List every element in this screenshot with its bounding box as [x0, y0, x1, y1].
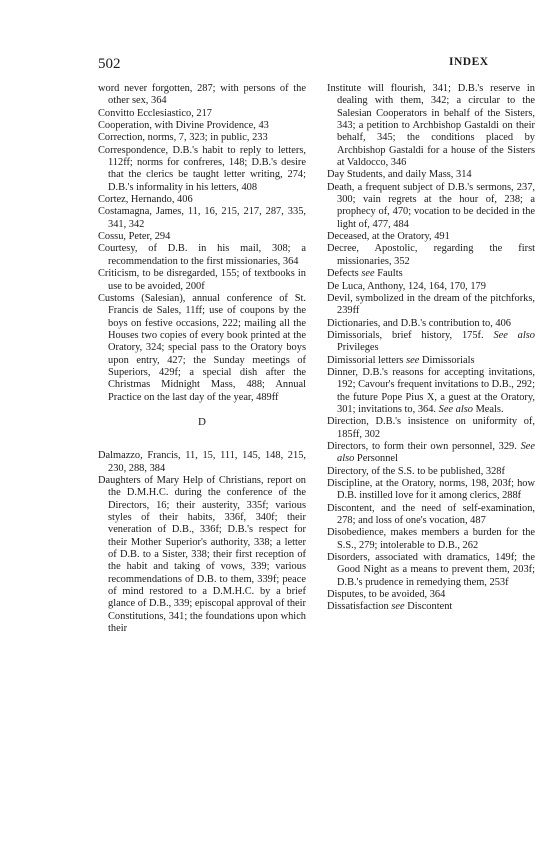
index-entry-text: Correction, norms, 7, 323; in public, 233 [98, 132, 268, 144]
running-head: INDEX [449, 56, 489, 68]
cross-reference-label: see [391, 601, 405, 613]
index-entry-text: Costamagna, James, 11, 16, 215, 217, 287, 335, 341, 342 [98, 206, 306, 230]
index-entry-text: Dinner, D.B.'s reasons for accepting invitations, 192; Cavour's frequent invitations to D.B., 292; the future Pope Pius X, a guest at the Oratory, 301; invitations to, 364. [327, 366, 535, 415]
index-entry-text: Dictionaries, and D.B.'s contribution to, 406 [327, 317, 511, 329]
right-index-column [327, 83, 535, 614]
index-entry [327, 281, 535, 293]
index-entry [327, 441, 535, 466]
index-entry-text: Daughters of Mary Help of Christians, report on the D.M.H.C. during the conference of the Directors, 16; their austerity, 335f; various styles of their habits, 336f, 340f; their veneration of D.B., 336f; D.B.'s respect for their Mother Superior's authority, 338; a letter of D.B. to a Sister, 338; their first reception of the habit and taking of vows, 339; various recommendations of D.B. to them, 339f; peace of mind restored to a D.M.H.C. by a brief glance of D.B., 339; episcopal approval of their Constitutions, 341; the foundations upon which their [98, 474, 306, 635]
index-entry-text: Dalmazzo, Francis, 11, 15, 111, 145, 148, 215, 230, 288, 384 [98, 450, 306, 474]
index-entry [327, 503, 535, 528]
index-entry [327, 268, 535, 280]
index-entry [327, 527, 535, 552]
index-entry-text: Convitto Ecclesiastico, 217 [98, 107, 212, 119]
index-entry [327, 589, 535, 601]
index-entry-text: Discontent, and the need of self-examination, 278; and loss of one's vocation, 487 [327, 502, 535, 527]
index-entry [98, 83, 306, 108]
index-entry-text: word never forgotten, 287; with persons of the other sex, 364 [98, 83, 306, 107]
index-entry-text: Direction, D.B.'s insistence on uniformity of, 185ff, 302 [327, 416, 535, 440]
index-entry [327, 601, 535, 613]
index-entry [327, 355, 535, 367]
index-entry [327, 416, 535, 441]
index-entry-text: Decree, Apostolic, regarding the first missionaries, 352 [327, 243, 535, 267]
index-entry [98, 293, 306, 404]
index-entry [327, 330, 535, 355]
index-entry [327, 83, 535, 169]
index-entry-text: Directors, to form their own personnel, 329. [327, 440, 517, 452]
cross-reference-target: Privileges [337, 342, 379, 354]
index-entry [327, 466, 535, 478]
index-entry-text: Correspondence, D.B.'s habit to reply to letters, 112ff; norms for confreres, 148; D.B.'s desire that the clerics be taught letter writing, 274; D.B.'s informality in his letters, 408 [98, 144, 306, 193]
cross-reference-label: See also [438, 403, 473, 415]
index-entry [327, 318, 535, 330]
index-entry [98, 231, 306, 243]
cross-reference-label: see [406, 354, 420, 366]
index-entry [98, 132, 306, 144]
index-entry-text: Devil, symbolized in the dream of the pitchforks, 239ff [327, 292, 535, 317]
cross-reference-target: Personnel [354, 453, 398, 465]
cross-reference-label: See also [337, 440, 535, 465]
index-entry-text: Dimissorials, brief history, 175f. [327, 329, 484, 341]
index-entry-text: Discipline, at the Oratory, norms, 198, 203f; how D.B. instilled love for it among clerics, 288f [327, 478, 535, 502]
index-entry [98, 194, 306, 206]
index-entry-text: Day Students, and daily Mass, 314 [327, 169, 472, 181]
cross-reference-target: Faults [374, 268, 403, 280]
section-letter-heading: D [198, 415, 206, 428]
index-entry-text: Cooperation, with Divine Providence, 43 [98, 120, 269, 132]
index-entry [327, 478, 535, 503]
index-entry-text: Dimissorial letters [327, 354, 404, 366]
index-entry [98, 475, 306, 635]
index-entry [98, 108, 306, 120]
index-entry-text: Death, a frequent subject of D.B.'s sermons, 237, 300; vain regrets at the hour of, 238; a prophecy of, 470; vocation to be decided in the light of, 477, 484 [327, 181, 535, 230]
index-entry [98, 120, 306, 132]
index-entry-text: Disputes, to be avoided, 364 [327, 589, 446, 601]
index-entry-text: Dissatisfaction [327, 601, 389, 613]
index-entry-text: Cossu, Peter, 294 [98, 231, 171, 243]
cross-reference-label: See also [493, 329, 536, 341]
index-entry-text: Disobedience, makes members a burden for the S.S., 279; intolerable to D.B., 262 [327, 527, 535, 551]
index-entry-text: Courtesy, of D.B. in his mail, 308; a recommendation to the first missionaries, 364 [98, 243, 306, 267]
index-entry-text: Cortez, Hernando, 406 [98, 194, 193, 206]
index-entry [98, 145, 306, 194]
index-entry-text: Directory, of the S.S. to be published, 328f [327, 465, 505, 477]
cross-reference-target: Discontent [404, 601, 453, 613]
index-entry [98, 268, 306, 293]
index-entry-text: Customs (Salesian), annual conference of St. Francis de Sales, 11ff; use of coupons by the boys on festive occasions, 222; mailing all the Houses two copies of every book printed at the Oratory, 324; special pass to the Oratory boys upon entry, 427; the Sunday meetings of Superiors, 429f; a special dish after the Christmas Midnight Mass, 488; Annual Practice on the last day of the year, 489ff [98, 292, 306, 403]
index-entry-text: Criticism, to be disregarded, 155; of textbooks in use to be avoided, 200f [98, 268, 306, 292]
cross-reference-target: Dimissorials [419, 354, 475, 366]
index-entry-text: Disorders, associated with dramatics, 149f; the Good Night as a means to prevent them, 203f; D.B.'s prudence in remedying them, 253f [327, 552, 535, 588]
index-entry [327, 293, 535, 318]
index-entry [327, 182, 535, 231]
index-entry-text: De Luca, Anthony, 124, 164, 170, 179 [327, 280, 486, 292]
index-entry [98, 243, 306, 268]
index-entry [327, 231, 535, 243]
index-entry-text: Deceased, at the Oratory, 491 [327, 231, 450, 243]
index-entry [327, 243, 535, 268]
index-entry-text: Institute will flourish, 341; D.B.'s reserve in dealing with them, 342; a circular to the Salesian Cooperators in behalf of the Sisters, 343; a petition to Archbishop Gastaldi on their behalf, 345; the conditions placed by Archbishop Gastaldi for a house of the Sisters at Valdocco, 346 [327, 83, 535, 169]
index-entry [327, 367, 535, 416]
cross-reference-label: see [361, 268, 375, 280]
index-entry-text: Defects [327, 268, 359, 280]
index-entry [98, 450, 306, 475]
index-entry [327, 169, 535, 181]
index-entry [327, 552, 535, 589]
left-index-column [98, 83, 306, 635]
page-number: 502 [98, 56, 121, 72]
cross-reference-target: Meals. [472, 403, 504, 415]
index-entry [98, 206, 306, 231]
